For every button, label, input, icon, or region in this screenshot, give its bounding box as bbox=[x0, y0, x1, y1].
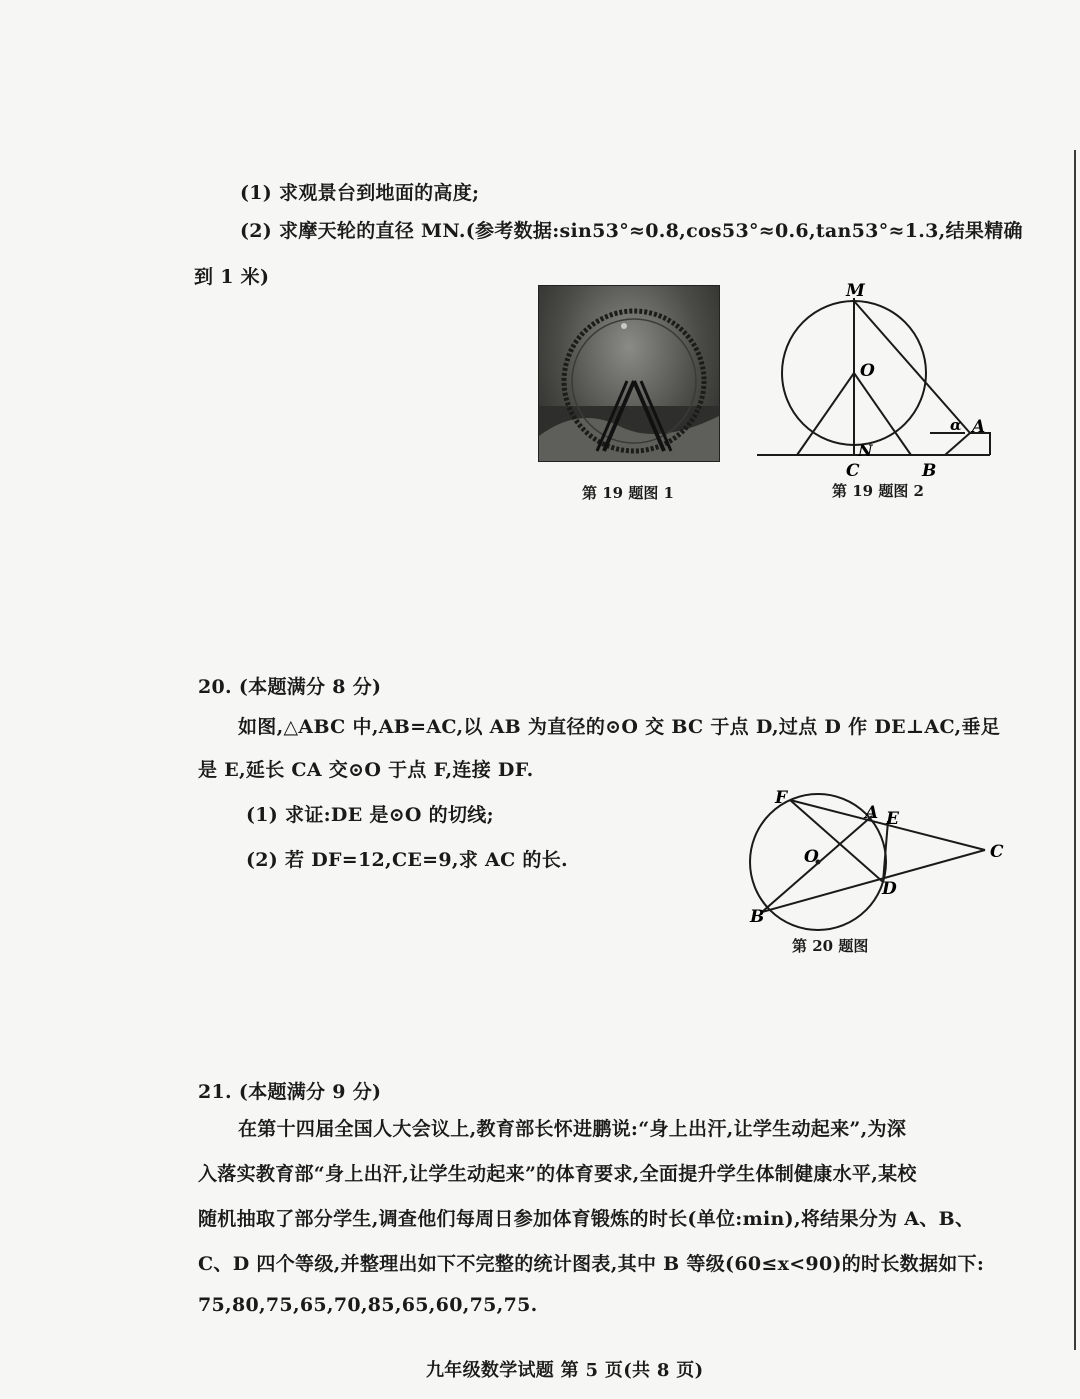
q21-line3: 随机抽取了部分学生,调查他们每周日参加体育锻炼的时长(单位:min),将结果分为 A、B、 bbox=[198, 1208, 975, 1230]
label-a: A bbox=[865, 803, 879, 823]
label-d: D bbox=[882, 879, 897, 899]
label-c: C bbox=[990, 842, 1004, 862]
fig19-2-caption: 第 19 题图 2 bbox=[832, 482, 924, 500]
q21-line1: 在第十四届全国人大会议上,教育部长怀进鹏说:“身上出汗,让学生动起来”,为深 bbox=[238, 1118, 907, 1140]
label-a: A bbox=[972, 417, 986, 437]
fig19-1-caption: 第 19 题图 1 bbox=[582, 484, 674, 502]
q20-part2: (2) 若 DF=12,CE=9,求 AC 的长. bbox=[246, 849, 568, 871]
q20-line2: 是 E,延长 CA 交⊙O 于点 F,连接 DF. bbox=[198, 759, 534, 781]
label-f: F bbox=[775, 788, 788, 808]
label-e: E bbox=[886, 809, 899, 829]
q21-line2: 入落实教育部“身上出汗,让学生动起来”的体育要求,全面提升学生体制健康水平,某校 bbox=[198, 1163, 917, 1185]
q19-part2: (2) 求摩天轮的直径 MN.(参考数据:sin53°≈0.8,cos53°≈0.6,tan53°≈1.3,结果精确 bbox=[240, 220, 1023, 242]
page-footer: 九年级数学试题 第 5 页(共 8 页) bbox=[426, 1360, 704, 1381]
q21-line5: 75,80,75,65,70,85,65,60,75,75. bbox=[198, 1294, 538, 1316]
q21-header: 21. (本题满分 9 分) bbox=[198, 1081, 382, 1103]
fig20-caption: 第 20 题图 bbox=[792, 937, 869, 955]
label-alpha: α bbox=[950, 416, 962, 434]
q19-part2-continued: 到 1 米) bbox=[194, 266, 270, 288]
label-b: B bbox=[750, 907, 765, 927]
q20-part1: (1) 求证:DE 是⊙O 的切线; bbox=[246, 804, 494, 826]
q21-line4: C、D 四个等级,并整理出如下不完整的统计图表,其中 B 等级(60≤x<90)的时长数据如下: bbox=[198, 1253, 985, 1275]
label-o: O bbox=[804, 847, 819, 867]
label-b: B bbox=[922, 461, 937, 481]
q19-part1: (1) 求观景台到地面的高度; bbox=[240, 182, 480, 204]
label-o: O bbox=[860, 361, 875, 381]
label-m: M bbox=[846, 281, 865, 301]
q20-header: 20. (本题满分 8 分) bbox=[198, 676, 382, 698]
q20-line1: 如图,△ABC 中,AB=AC,以 AB 为直径的⊙O 交 BC 于点 D,过点 D 作 DE⊥AC,垂足 bbox=[238, 716, 1001, 738]
label-n: N bbox=[858, 441, 873, 460]
label-c: C bbox=[846, 461, 860, 481]
